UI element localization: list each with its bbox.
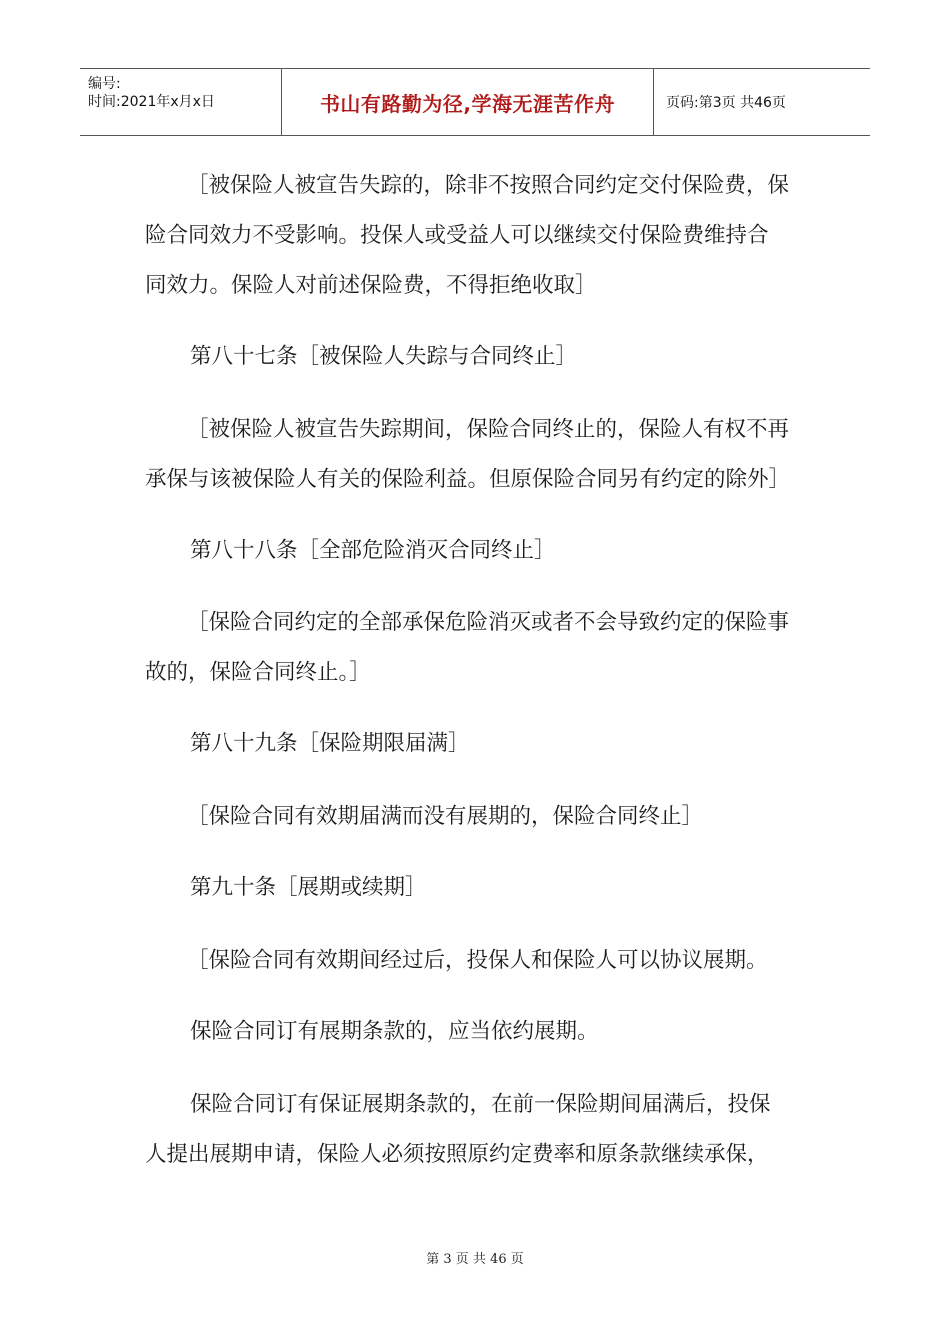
body-line: 保险合同订有展期条款的，应当依约展期。 (190, 1019, 599, 1044)
body-line: ［保险合同有效期间经过后，投保人和保险人可以协议展期。 (187, 948, 768, 973)
body-line: 险合同效力不受影响。投保人或受益人可以继续交付保险费维持合 (145, 223, 769, 248)
header-meta-cell (80, 69, 281, 135)
article-heading: 第八十九条［保险期限届满］ (190, 731, 470, 756)
body-line: 故的，保险合同终止。］ (145, 660, 371, 685)
page-header (80, 68, 870, 136)
body-line: ［保险合同有效期届满而没有展期的，保险合同终止］ (187, 804, 704, 829)
body-line: 人提出展期申请，保险人必须按照原约定费率和原条款继续承保， (145, 1142, 769, 1167)
document-number-label: 编号: (88, 76, 121, 92)
header-motto-cell (281, 69, 654, 135)
body-line: ［被保险人被宣告失踪的，除非不按照合同约定交付保险费，保 (187, 173, 790, 198)
page-footer: 第 3 页 共 46 页 (426, 1252, 524, 1267)
header-page-cell (654, 69, 870, 135)
header-page-number: 页码:第3页 共46页 (666, 95, 786, 111)
body-line: 同效力。保险人对前述保险费，不得拒绝收取］ (145, 273, 597, 298)
document-date-label: 时间:2021年x月x日 (88, 94, 215, 110)
body-line: 承保与该被保险人有关的保险利益。但原保险合同另有约定的除外］ (145, 467, 791, 492)
article-heading: 第八十八条［全部危险消灭合同终止］ (190, 538, 556, 563)
body-line: ［保险合同约定的全部承保危险消灭或者不会导致约定的保险事 (187, 610, 790, 635)
article-heading: 第八十七条［被保险人失踪与合同终止］ (190, 344, 578, 369)
body-line: 保险合同订有保证展期条款的，在前一保险期间届满后，投保 (190, 1092, 771, 1117)
article-heading: 第九十条［展期或续期］ (190, 875, 427, 900)
body-line: ［被保险人被宣告失踪期间，保险合同终止的，保险人有权不再 (187, 417, 790, 442)
header-motto: 书山有路勤为径,学海无涯苦作舟 (319, 91, 616, 116)
